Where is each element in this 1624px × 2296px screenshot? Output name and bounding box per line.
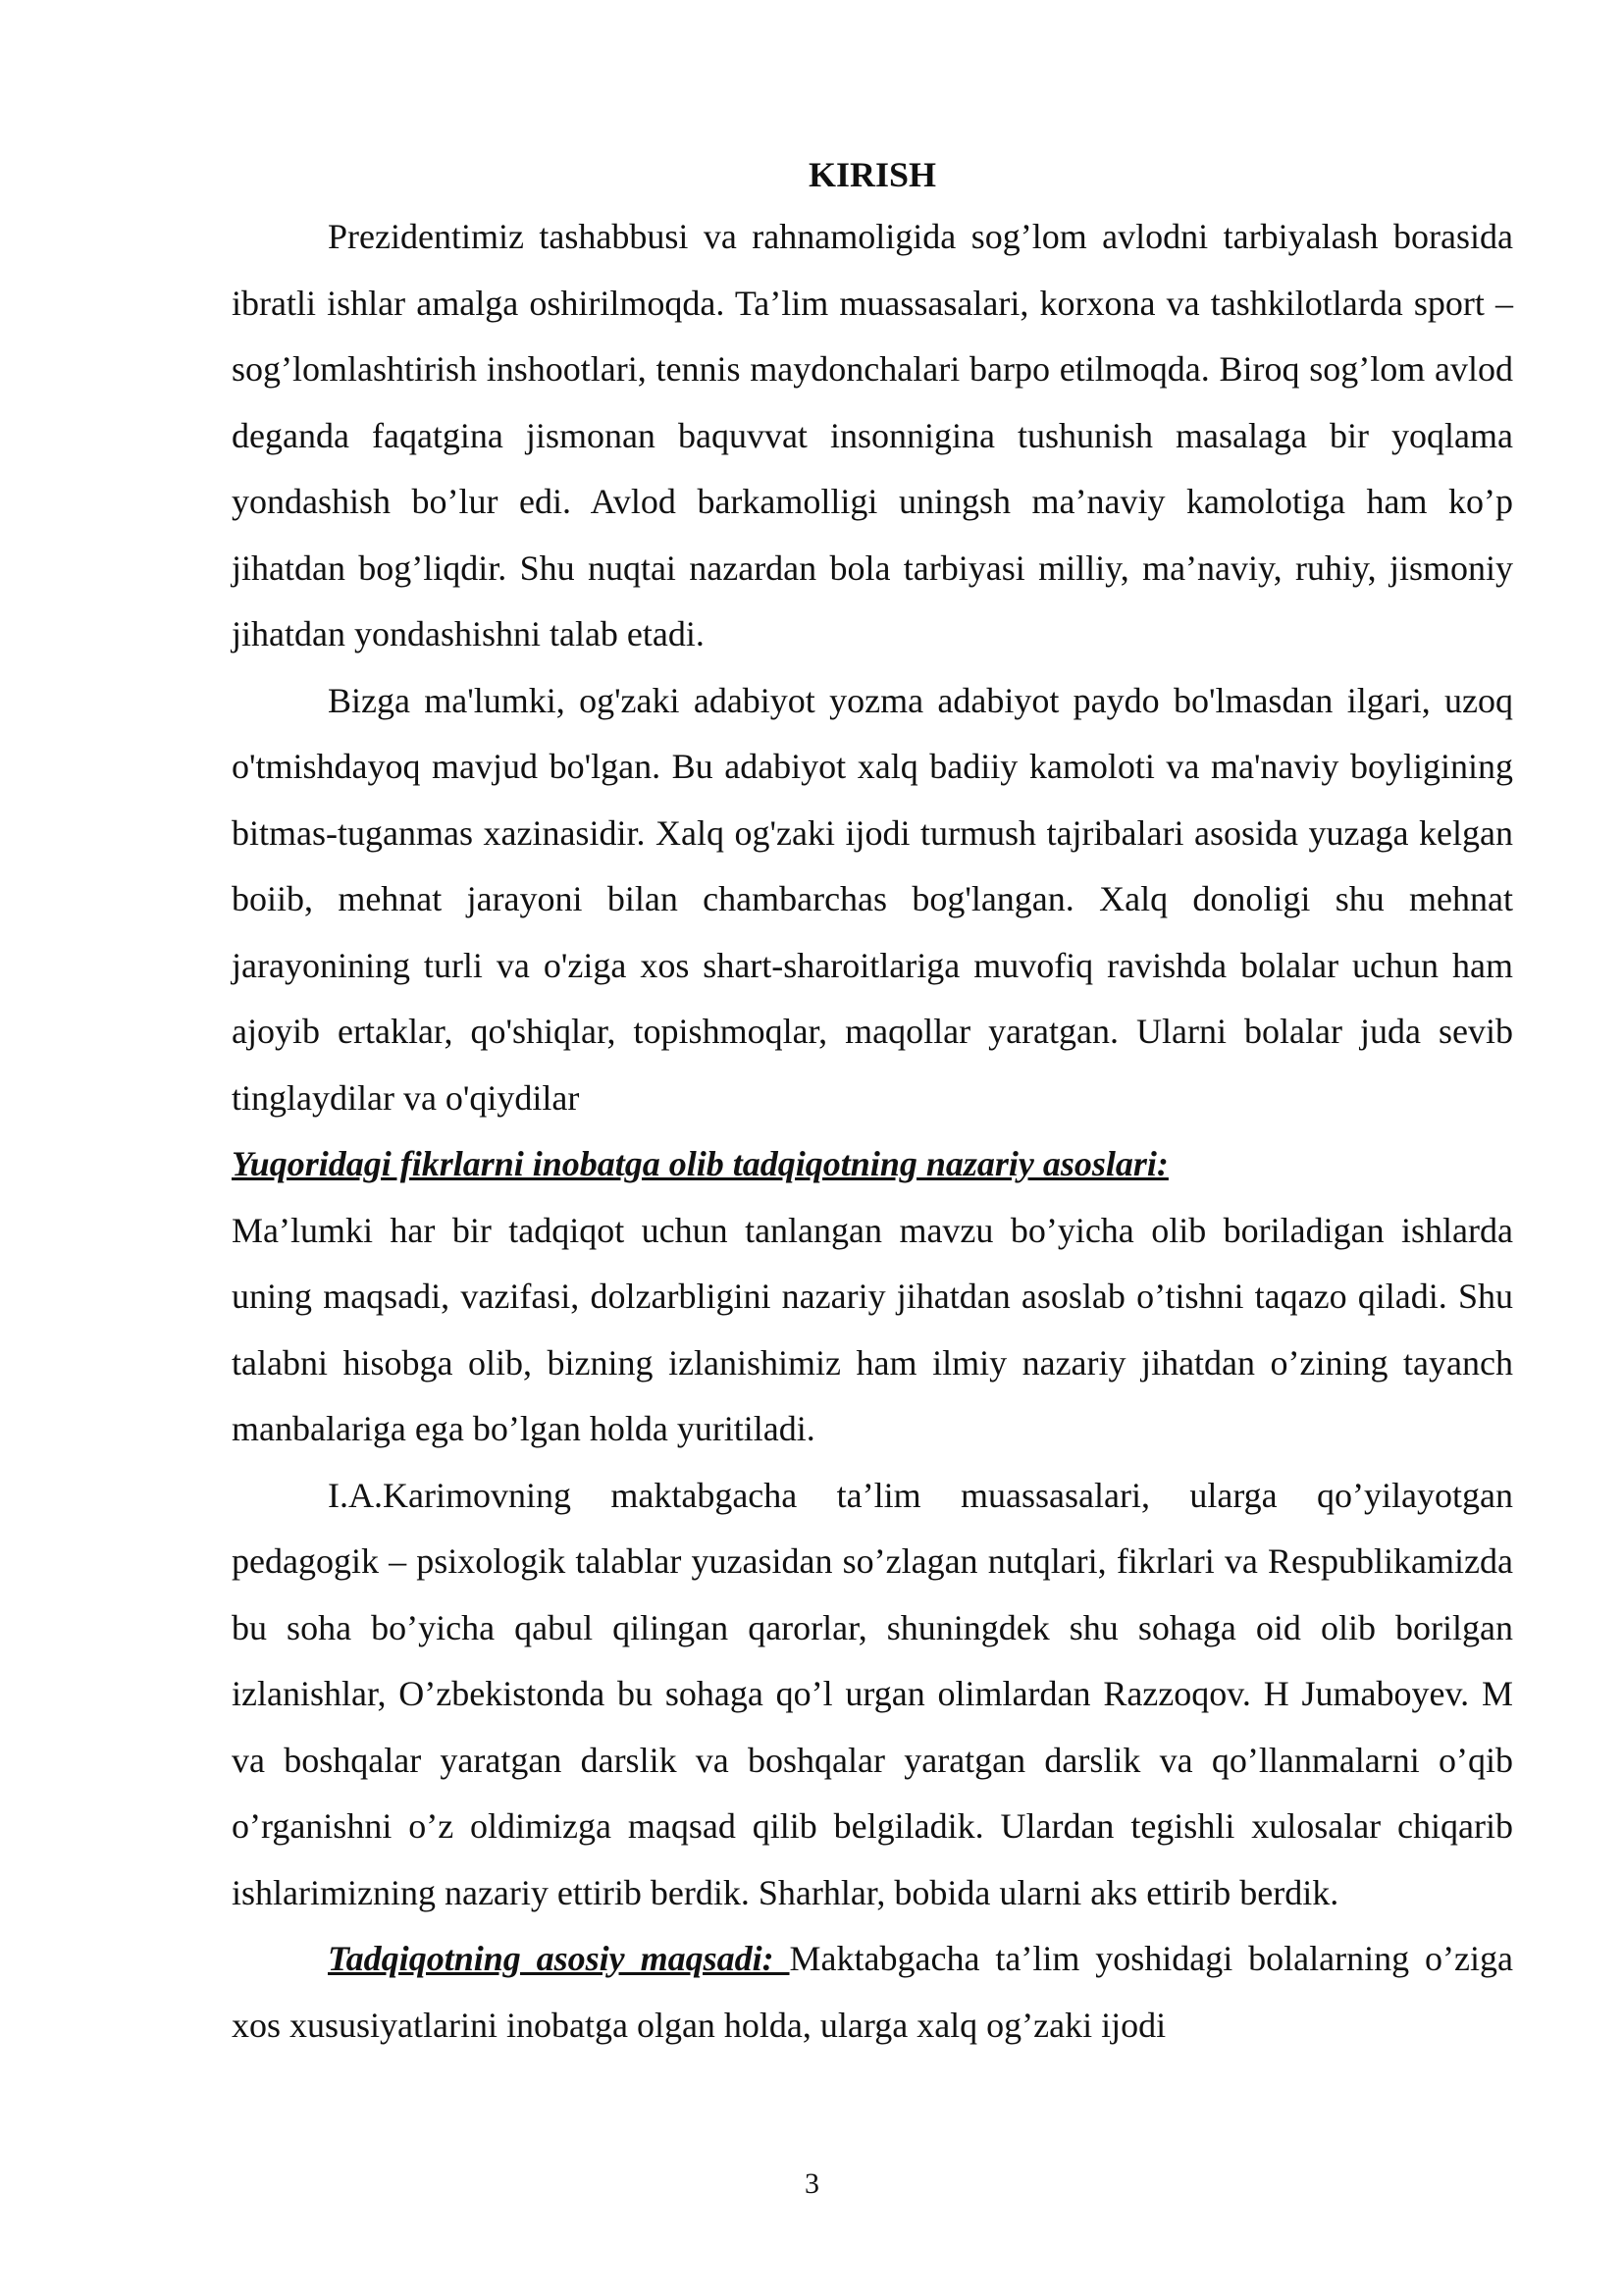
paragraph-research-goal	[232, 1926, 1513, 2059]
paragraph-oral-literature: Bizga ma'lumki, og'zaki adabiyot yozma adabiyot paydo bo'lmasdan ilgari, uzoq o'tmishdayoq mavjud bo'lgan. Bu adabiyot xalq badiiy kamoloti va ma'naviy boyligining bitmas-tuganmas xazinasidir. Xalq og'zaki ijodi turmush tajribalari asosida yuzaga kelgan boiib, mehnat jarayoni bilan chambarchas bog'langan. Xalq donoligi shu mehnat jarayonining turli va o'ziga xos shart-sharoitlariga muvofiq ravishda bolalar uchun ham ajoyib ertaklar, qo'shiqlar, topishmoqlar, maqollar yaratgan. Ularni bolalar juda sevib tinglaydilar va o'qiydilar	[232, 680, 1513, 1118]
paragraph-research-basis: Ma’lumki har bir tadqiqot uchun tanlangan mavzu bo’yicha olib boriladigan ishlarda uning maqsadi, vazifasi, dolzarbligini nazariy jihatdan asoslab o’tishni taqazo qiladi. Shu talabni hisobga olib, bizning izlanishimiz ham ilmiy nazariy jihatdan o’zining tayanch manbalariga ega bo’lgan holda yuritiladi.	[232, 1210, 1513, 1448]
paragraph-intro: Prezidentimiz tashabbusi va rahnamoligida sog’lom avlodni tarbiyalash borasida ibratli ishlar amalga oshirilmoqda. Ta’lim muassasalari, korxona va tashkilotlarda sport – sog’lomlashtirish inshootlari, tennis maydonchalari barpo etilmoqda. Biroq sog’lom avlod deganda faqatgina jismonan baquvvat insonnigina tushunish masalaga bir yoqlama yondashish bo’lur edi. Avlod barkamolligi uningsh ma’naviy kamolotiga ham ko’p jihatdan bog’liqdir. Shu nuqtai nazardan bola tarbiyasi milliy, ma’naviy, ruhiy, jismoniy jihatdan yondashishni talab etadi.	[232, 217, 1513, 653]
research-goal-heading: Tadqiqotning asosiy maqsadi:	[328, 1939, 790, 1978]
page-title: KIRISH	[808, 155, 937, 194]
document-body	[232, 145, 1513, 2059]
research-goal-text: Maktabgacha ta’lim yoshidagi bolalarning o’ziga xos xususiyatlarini inobatga olgan holda, ularga xalq og’zaki ijodi	[232, 1939, 1513, 2045]
section-heading-theoretical-basis: Yuqoridagi fikrlarni inobatga olib tadqiqotning nazariy asoslari:	[232, 1144, 1169, 1183]
paragraph-sources: I.A.Karimovning maktabgacha ta’lim muassasalari, ularga qo’yilayotgan pedagogik – psixologik talablar yuzasidan so’zlagan nutqlari, fikrlari va Respublikamizda bu soha bo’yicha qabul qilingan qarorlar, shuningdek shu sohaga oid olib borilgan izlanishlar, O’zbekistonda bu sohaga qo’l urgan olimlardan Razzoqov. H Jumaboyev. M va boshqalar yaratgan darslik va boshqalar yaratgan darslik va qo’llanmalarni o’qib o’rganishni o’z oldimizga maqsad qilib belgiladik. Ulardan tegishli xulosalar chiqarib ishlarimizning nazariy ettirib berdik. Sharhlar, bobida ularni aks ettirib berdik.	[232, 1475, 1513, 1912]
page-number: 3	[805, 2167, 819, 2200]
